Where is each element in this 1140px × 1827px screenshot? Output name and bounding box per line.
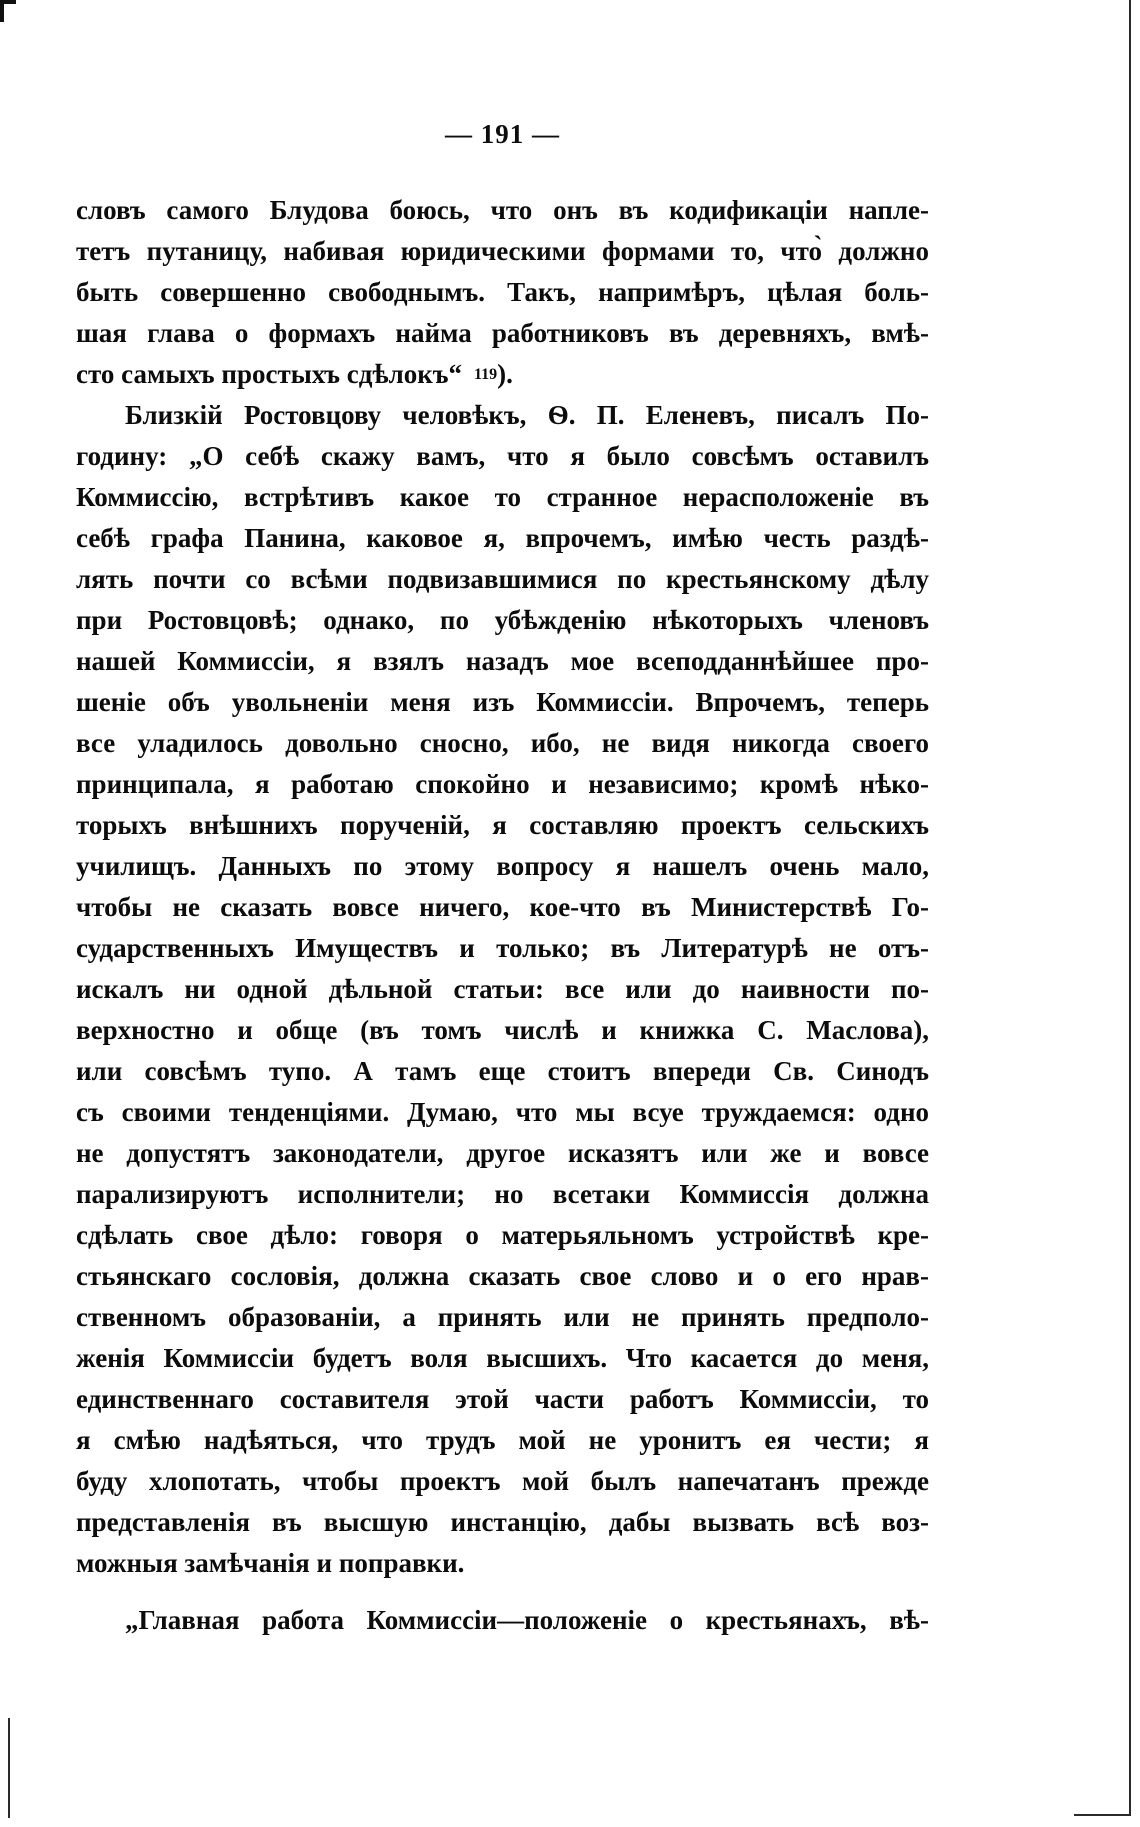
text-line: можныя замѣчанія и поправки. bbox=[76, 1548, 465, 1578]
paragraph bbox=[76, 190, 929, 395]
text-line: училищъ. Данныхъ по этому вопросу я нашелъ очень мало, bbox=[76, 851, 929, 881]
scan-edge-line bbox=[1129, 0, 1131, 1815]
text-line: „Главная работа Коммиссіи—положеніе о крестьянахъ, вѣ- bbox=[125, 1605, 929, 1635]
text-line: все уладилось довольно сносно, ибо, не видя никогда своего bbox=[76, 728, 929, 758]
text-line: искалъ ни одной дѣльной статьи: все или до наивности по- bbox=[76, 974, 929, 1004]
text-line: себѣ графа Панина, каковое я, впрочемъ, имѣю честь раздѣ- bbox=[76, 523, 929, 553]
text-line: буду хлопотать, чтобы проектъ мой былъ напечатанъ прежде bbox=[76, 1466, 929, 1496]
scan-edge-line bbox=[1074, 1814, 1131, 1816]
scan-edge-mark bbox=[0, 0, 4, 22]
text-line: единственнаго составителя этой части работъ Коммиссіи, то bbox=[76, 1384, 929, 1414]
text-line: съ своими тенденціями. Думаю, что мы всуе труждаемся: одно bbox=[76, 1097, 929, 1127]
text-line bbox=[76, 354, 929, 395]
text-line: парализируютъ исполнители; но всетаки Коммиссія должна bbox=[76, 1179, 929, 1209]
paragraph bbox=[76, 395, 929, 1584]
text-line: принципала, я работаю спокойно и независимо; кромѣ нѣко- bbox=[76, 769, 929, 799]
text-line: я смѣю надѣяться, что трудъ мой не уронитъ ея чести; я bbox=[76, 1425, 929, 1455]
text-line: Коммиссію, встрѣтивъ какое то странное нерасположеніе въ bbox=[76, 482, 929, 512]
text-line: при Ростовцовѣ; однако, по убѣжденію нѣкоторыхъ членовъ bbox=[76, 605, 929, 635]
text-body bbox=[76, 190, 929, 1641]
paragraph bbox=[76, 1600, 929, 1641]
text-line: женія Коммиссіи будетъ воля высшихъ. Что касается до меня, bbox=[76, 1343, 929, 1373]
footnote-ref-tail: ). bbox=[497, 359, 513, 389]
text-line: или совсѣмъ тупо. А тамъ еще стоитъ впереди Св. Синодъ bbox=[76, 1056, 929, 1086]
footnote-ref: 119 bbox=[474, 366, 498, 383]
line-text: сто самыхъ простыхъ сдѣлокъ“ bbox=[76, 359, 463, 389]
text-line: чтобы не сказать вовсе ничего, кое-что въ Министерствѣ Го- bbox=[76, 892, 929, 922]
text-line: тетъ путаницу, набивая юридическими формами то, что̀ должно bbox=[76, 236, 929, 266]
text-line: стьянскаго сословія, должна сказать свое слово и о его нрав- bbox=[76, 1261, 929, 1291]
scan-edge-line bbox=[8, 1718, 10, 1818]
text-line: верхностно и обще (въ томъ числѣ и книжка С. Маслова), bbox=[76, 1015, 929, 1045]
text-line: шеніе объ увольненіи меня изъ Коммиссіи. Впрочемъ, теперь bbox=[76, 687, 929, 717]
text-line: представленія въ высшую инстанцію, дабы вызвать всѣ воз- bbox=[76, 1507, 929, 1537]
text-line: годину: „О себѣ скажу вамъ, что я было совсѣмъ оставилъ bbox=[76, 441, 929, 471]
text-line: лять почти со всѣми подвизавшимися по крестьянскому дѣлу bbox=[76, 564, 929, 594]
text-line: не допустятъ законодатели, другое исказятъ или же и вовсе bbox=[76, 1138, 929, 1168]
text-line: Близкій Ростовцову человѣкъ, Ѳ. П. Еленевъ, писалъ По- bbox=[125, 400, 929, 430]
text-line: быть совершенно свободнымъ. Такъ, напримѣръ, цѣлая боль- bbox=[76, 277, 929, 307]
text-line: торыхъ внѣшнихъ порученій, я составляю проектъ сельскихъ bbox=[76, 810, 929, 840]
text-line: шая глава о формахъ найма работниковъ въ деревняхъ, вмѣ- bbox=[76, 318, 929, 348]
text-line: сдѣлать свое дѣло: говоря о матерьяльномъ устройствѣ кре- bbox=[76, 1220, 929, 1250]
text-line: сударственныхъ Имуществъ и только; въ Литературѣ не отъ- bbox=[76, 933, 929, 963]
page-number: — 191 — bbox=[445, 119, 560, 149]
text-line: ственномъ образованіи, а принять или не принять предполо- bbox=[76, 1302, 929, 1332]
text-line: словъ самого Блудова боюсь, что онъ въ кодификаціи напле- bbox=[76, 195, 929, 225]
text-line: нашей Коммиссіи, я взялъ назадъ мое всеподданнѣйшее про- bbox=[76, 646, 929, 676]
